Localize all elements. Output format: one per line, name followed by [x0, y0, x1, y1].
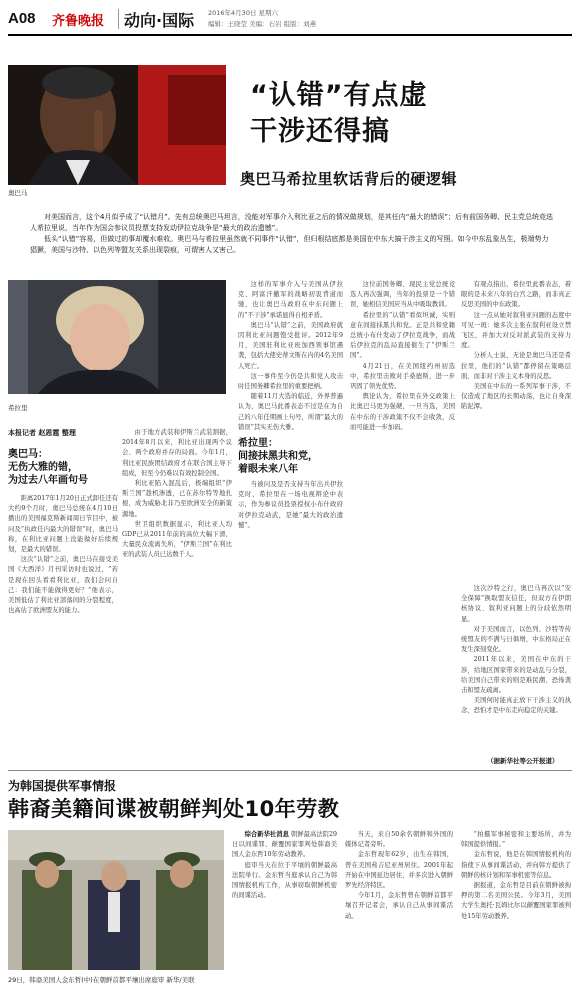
paragraph: 这位前国务卿、现民主党总统竞选人再次强调，当年的投票是一个错误，她相信美国应当从中吸取教训。 [350, 281, 455, 309]
trial-photo-caption: 29日，韩裔美国人金东哲(中)在朝鲜首都平壤出席庭审 新华/美联 [8, 976, 195, 984]
story1-column-1 [8, 494, 118, 748]
paragraph: 庭审当天在位于平壤的朝鲜最高法院举行。金东哲当庭承认自己为韩国情报机构工作，从事窃取朝鲜机密的间谍活动。 [232, 861, 337, 900]
paragraph: 这次沙特之行，奥巴马再次以“安全保障”换取盟友信任，但双方在伊朗核协议、叙利亚问题上的分歧依然明显。 [461, 585, 571, 623]
paragraph: 对于美国而言，以色列、沙特等传统盟友的不满与日俱增，中东格局正在发生深刻变化。 [461, 625, 571, 654]
story2-column-1 [232, 830, 337, 988]
paragraph: 今年1月，金东哲曾在朝鲜首都平壤召开记者会，承认自己从事间谍活动。 [345, 892, 453, 920]
paragraph: 美国何时能真正放下干涉主义的执念，恐怕才是中东走向稳定的关键。 [461, 697, 571, 715]
trial-photo [8, 830, 224, 970]
headline-line-2: 干涉还得搞 [250, 116, 390, 147]
paragraph: 分析人士说，无论是奥巴马还是希拉里，他们的“认错”都停留在策略层面，而非对干涉主义本身的反思。 [461, 352, 571, 380]
obama-photo [8, 65, 226, 185]
main-headline [250, 78, 570, 150]
story-divider [8, 770, 572, 771]
paragraph: “拍摄军事秘密和主要场所，并为韩国提供情报。” [461, 831, 571, 849]
obama-head-line-3: 为过去八年画句号 [8, 475, 88, 486]
paragraph: 美国在中东的一系列军事干涉，不仅造成了地区的长期动荡，也让自身深陷泥潭。 [461, 383, 571, 411]
paragraph: 这一事件至今仍是共和党人攻击时任国务卿希拉里的重要把柄。 [238, 372, 343, 391]
headline-line-1: “认错”有点虚 [250, 80, 428, 111]
hillary-photo [8, 280, 226, 394]
page-number: A08 [8, 10, 36, 27]
paragraph: 希拉里的“认错”看似坦诚，实则意在间接抹黑共和党。正是共和党籍总统小布什发动了伊拉克战争，而战后伊拉克的乱局直接催生了“伊斯兰国”。 [350, 311, 455, 360]
story2-headline: 韩裔美籍间谍被朝鲜判处10年劳教 [8, 797, 340, 821]
paragraph: 世卫组织数据显示，利比亚人均GDP已从2011年前的高位大幅下滑，大量民众流离失所，“伊斯兰国”在利比亚的武装人员已达数千人。 [122, 520, 232, 559]
issue-meta [208, 8, 316, 30]
header-divider [118, 9, 119, 29]
story1-column-6 [461, 584, 571, 752]
paragraph: 这样的军事介入与美国从伊拉克、阿富汗撤军的战略初衷背道而驰，也让奥巴马政府在中东问题上的“不干涉”承诺显得自相矛盾。 [238, 281, 343, 319]
paragraph: 当被问及是否支持当年出兵伊拉克时，希拉里在一场电视辩论中表示，作为参议员投票授权小布什政府对伊拉克动武，是她“最大的政治遗憾”。 [238, 481, 343, 529]
paragraph: 由于地方武装和伊斯兰武装割据，2014年8月以来，利比亚出现两个议会、两个政府并存的局面。今年1月，利比亚民族团结政府才在联合国主导下组成，但至今仍难以有效控制全国。 [122, 429, 232, 477]
paragraph: 2011年以来，美国在中东的干涉，给地区国家带来的是动乱与分裂，给美国自己带来的则是难民潮、恐怖袭击和盟友疏离。 [461, 656, 571, 695]
paragraph: 据报道，金东哲是目前在朝鲜被拘押的第二名美国公民。今年3月，美国大学生奥托·瓦姆比尔以颠覆国家罪被判处15年劳动教养。 [461, 882, 571, 920]
lead-paragraph-2: 低头“认错”容易，但做过的事却覆水难收。奥巴马与希拉里虽然就不同事件“认错”，但归根结底都是美国在中东大搞干涉主义的写照。如今中东乱象丛生，极端势力猖獗，美国与沙特、以色列等盟友关系出现裂痕，可谓害人又害己。 [30, 235, 549, 254]
paragraph: 有观点指出，希拉里此番表态，着眼的是未来八年的白宫之路，而非真正反思美国的中东政策。 [461, 281, 571, 309]
hillary-section-head [238, 437, 343, 476]
story1-column-4 [350, 280, 455, 748]
story1-column-2 [122, 428, 232, 748]
paragraph: 4月21日，在美国纽约州初选中，希拉里击败对手桑德斯，进一步巩固了领先优势。 [350, 362, 455, 391]
paragraph: 这次“认错”之前，奥巴马在接受美国《大西洋》月刊采访时也说过，“若是现在回头看看利比亚，我们会问自己：我们能不能做得更好？”他表示，美国低估了利比亚部落间的分裂程度，也高估了欧洲盟友的能力。 [8, 556, 118, 615]
lead-paragraph [30, 212, 555, 256]
story2-lead-label: 综合新华社消息 [244, 831, 289, 838]
issue-date: 2016年4月30日 星期六 [208, 9, 279, 17]
obama-head-line-1: 奥巴马： [8, 449, 48, 460]
hillary-head-line-1: 希拉里： [238, 438, 278, 450]
hillary-head-line-3: 着眼未来八年 [238, 464, 298, 476]
paragraph: 随着11月大选的临近，外界普遍认为，奥巴马此番表态不过是在为自己的八年任期画上句号，所谓“最大的错误”其实无伤大雅。 [238, 393, 343, 431]
section-name: 动向·国际 [124, 11, 195, 30]
paragraph: 金东哲现年62岁，出生在韩国，曾在美国弗吉尼亚州居住。2001年起开始在中国延边居住，并多次进入朝鲜罗先经济特区。 [345, 851, 453, 890]
paragraph: 奥巴马“认错”之前，美国政府就因利比亚问题饱受批评。2012年9月，美国驻利比亚班加西领事馆遇袭，包括大使史蒂文斯在内的4名美国人死亡。 [238, 321, 343, 370]
paragraph: 朝鲜最高法院29日以间谍罪、颠覆国家罪判处韩裔美国人金东哲10年劳动教养。 [232, 831, 337, 859]
editor-credits: 编辑：王晓莹 美编：石岩 组版：刘燕 [208, 20, 317, 28]
sub-headline: 奥巴马希拉里软话背后的硬逻辑 [240, 170, 458, 188]
story2-column-3 [461, 830, 571, 988]
story2-kicker: 为韩国提供军事情报 [8, 779, 117, 793]
newspaper-logo: 齐鲁晚报 [52, 14, 105, 29]
hillary-head-line-2: 间接抹黑共和党， [238, 451, 318, 463]
page-header [8, 6, 572, 36]
hillary-photo-caption: 希拉里 [8, 404, 28, 412]
paragraph: 这一点从她对叙利亚问题的态度中可见一斑：她多次主张在叙利亚设立禁飞区，并加大对反对派武装的支持力度。 [461, 311, 571, 350]
story2-column-2 [345, 830, 453, 988]
source-note: （据新华社等公开报道） [487, 757, 559, 765]
paragraph: 金东哲说，他是在韩国情报机构的指使下从事间谍活动，并向韩方提供了朝鲜的核计划和军事机密等信息。 [461, 851, 571, 879]
obama-head-line-2: 无伤大雅的错， [8, 462, 78, 473]
paragraph: 舆论认为，希拉里在外交政策上比奥巴马更为强硬，一旦当选，美国在中东的干涉政策不仅不会收敛，反而可能进一步加码。 [350, 393, 455, 431]
byline: 本报记者 赵恩霆 整理 [8, 429, 76, 437]
obama-photo-caption: 奥巴马 [8, 189, 28, 197]
story1-column-5 [461, 280, 571, 580]
paragraph: 当天，来自50余名朝鲜和外国的媒体记者旁听。 [345, 831, 453, 849]
paragraph: 距离2017年1月20日正式卸任还有大约9个月时，奥巴马总统在4月10日播出的美国福克斯新闻周日节目中，被问及“执政任内最大的错误”时，奥巴马称，在利比亚问题上没能做好后续规划，是最大的错误。 [8, 495, 118, 554]
story1-column-3 [238, 280, 343, 748]
lead-paragraph-1: 对美国而言，这个4月似乎成了“认错月”。先有总统奥巴马坦言，没能对军事介入利比亚之后的情况做规划，是其任内“最大的错误”；后有前国务卿、民主党总统竞选人希拉里说，当年作为国会参议员投票支持发动伊拉克战争是“最大的政治遗憾”。 [30, 213, 553, 232]
paragraph: 利比亚陷入混乱后，极端组织“伊斯兰国”趁机渗透，已在苏尔特等地扎根，成为威胁北非乃至欧洲安全的新策源地。 [122, 480, 232, 518]
obama-section-head [8, 448, 128, 487]
